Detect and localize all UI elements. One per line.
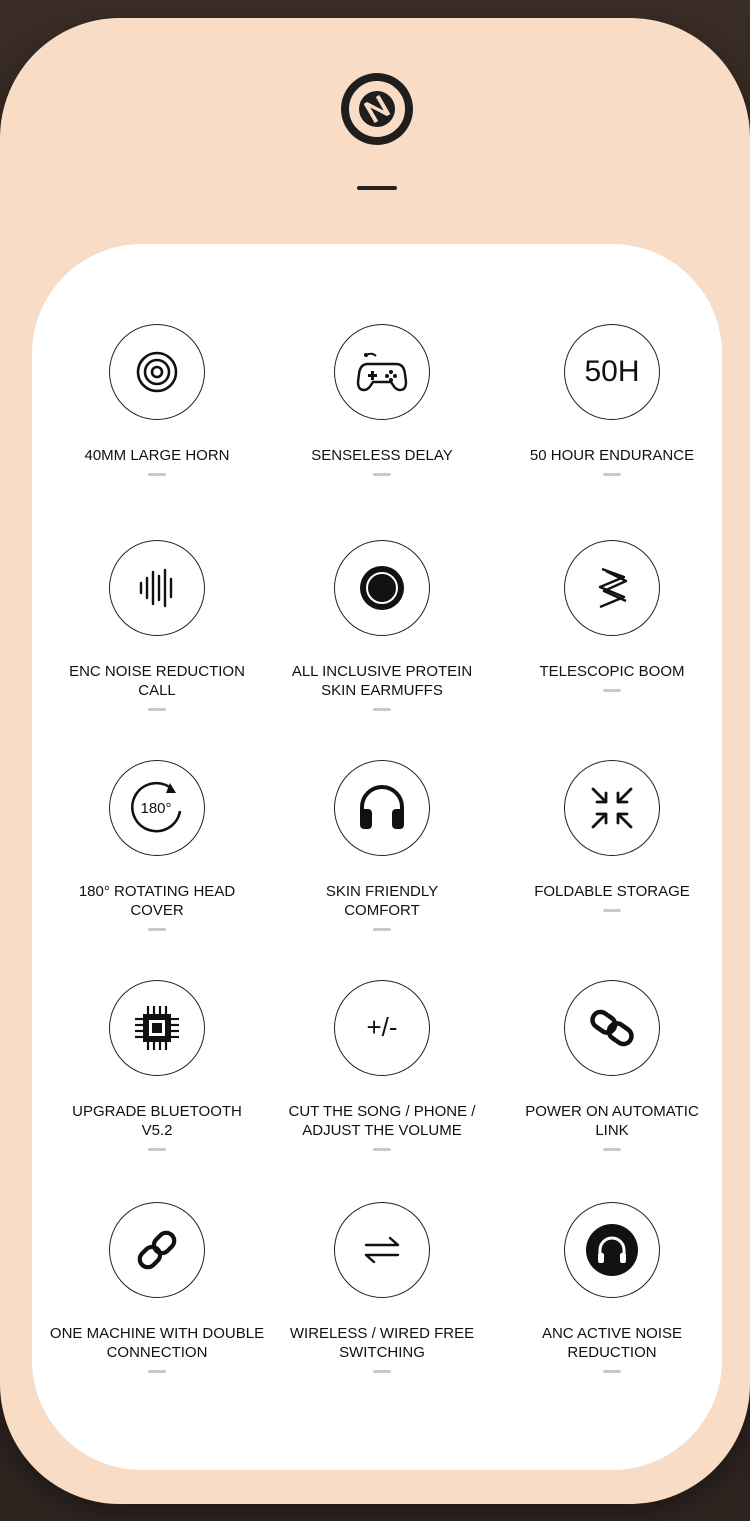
feature-divider [373,1148,391,1151]
feature-label: SENSELESS DELAY [311,447,453,464]
feature-label: UPGRADE BLUETOOTH V5.2 [72,1103,242,1139]
feature-item [272,980,492,1151]
swap-arrows-icon [334,1202,430,1298]
sound-wave-icon [109,540,205,636]
filled-circle-icon [334,540,430,636]
feature-item [272,324,492,476]
rotate-180-icon [109,760,205,856]
anc-headphones-icon [564,1202,660,1298]
feature-divider [373,928,391,931]
feature-divider [603,689,621,692]
feature-label: WIRELESS / WIRED FREE SWITCHING [289,1325,475,1361]
svg-text:+/-: +/- [366,1012,398,1042]
target-rings-icon [109,324,205,420]
feature-label: CUT THE SONG / PHONE / ADJUST THE VOLUME [288,1103,476,1139]
gamepad-icon [334,324,430,420]
feature-label: POWER ON AUTOMATIC LINK [525,1103,699,1139]
link-diagonal-icon [109,1202,205,1298]
feature-label: TELESCOPIC BOOM [539,663,685,680]
feature-label: ANC ACTIVE NOISE REDUCTION [541,1325,683,1361]
feature-item [272,760,492,931]
brand-logo-icon [341,73,413,145]
feature-label: FOLDABLE STORAGE [534,883,690,900]
link-chain-icon [564,980,660,1076]
feature-item [272,540,492,711]
text-50h-icon: 50H [564,324,660,420]
feature-divider [148,1370,166,1373]
feature-item [47,540,267,711]
feature-divider [373,1370,391,1373]
feature-item [502,540,722,692]
feature-divider [148,708,166,711]
feature-label: ALL INCLUSIVE PROTEIN SKIN EARMUFFS [291,663,473,699]
feature-divider [373,708,391,711]
compress-arrows-icon [564,760,660,856]
chip-icon [109,980,205,1076]
feature-divider [148,1148,166,1151]
zigzag-spring-icon [564,540,660,636]
feature-divider [148,928,166,931]
feature-divider [148,473,166,476]
feature-divider [603,1370,621,1373]
feature-label: ENC NOISE REDUCTION CALL [69,663,245,699]
feature-divider [603,1148,621,1151]
feature-item [47,760,267,931]
feature-divider [603,909,621,912]
feature-label: ONE MACHINE WITH DOUBLE CONNECTION [49,1325,265,1361]
feature-item [47,1202,267,1373]
feature-divider [603,473,621,476]
feature-item [47,324,267,476]
feature-item [502,760,722,912]
feature-item [502,324,722,476]
feature-item [502,980,722,1151]
feature-divider [373,473,391,476]
feature-item [272,1202,492,1373]
feature-label: SKIN FRIENDLY COMFORT [325,883,439,919]
feature-label: 40MM LARGE HORN [84,447,230,464]
top-divider [357,186,397,190]
feature-item [502,1202,722,1373]
feature-label: 50 HOUR ENDURANCE [529,447,695,464]
headphones-icon [334,760,430,856]
features-card [32,244,722,1470]
plus-minus-icon [334,980,430,1076]
feature-label: 180° ROTATING HEAD COVER [78,883,236,919]
features-grid [32,244,722,1470]
feature-item [47,980,267,1151]
svg-text:180°: 180° [140,800,172,817]
